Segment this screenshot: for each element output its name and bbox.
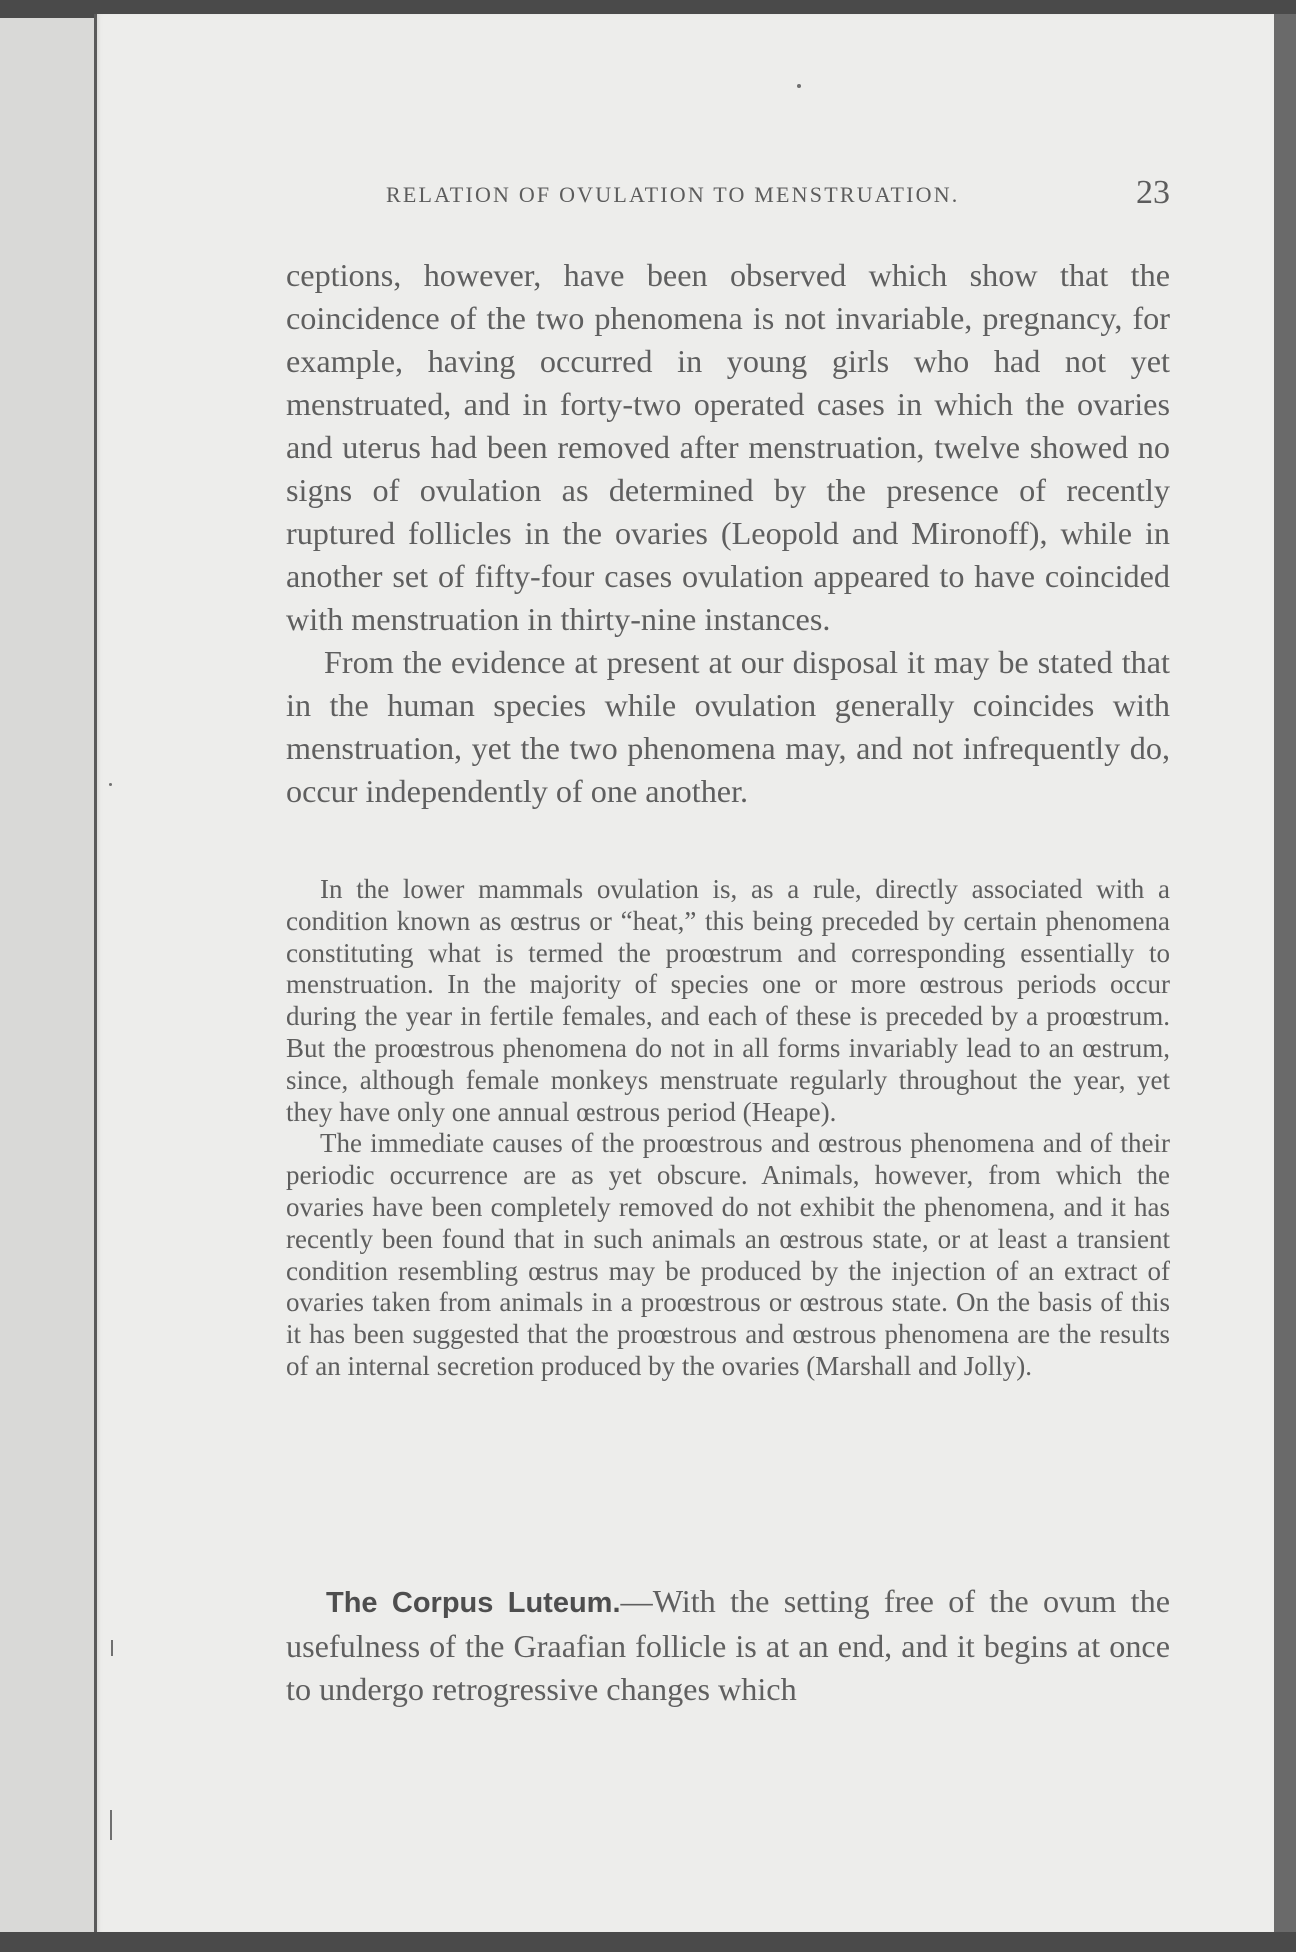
running-head-title: RELATION OF OVULATION TO MENSTRUATION. [386,182,960,207]
page-gutter-edge [94,14,97,1934]
running-head [386,174,1170,211]
page-number: 23 [1136,174,1170,211]
small-print-block [286,874,1170,1383]
scan-speck [111,1640,113,1656]
scan-speck [797,84,801,88]
small-print-paragraph-oestrus: In the lower mammals ovulation is, as a rule, directly associated with a condition known as œstrus or “heat,” this being preceded by certain phenomena constituting what is termed the proœstrum and corresponding essentially to menstruation. In the majority of species one or more œstrous periods occur during the year in fertile females, and each of these is preceded by a proœstrum. But the proœstrous phenomena do not in all forms invariably lead to an œstrum, since, although female monkeys menstruate regularly throughout the year, yet they have only one annual œstrous period (Heape). [286,874,1170,1127]
corpus-luteum-section [286,1580,1170,1711]
main-text [286,254,1170,813]
paragraph-conclusion: From the evidence at present at our disposal it may be stated that in the human species while ovulation generally coincides with menstruation, yet the two phenomena may, and not infrequently do, occur independently of one another. [286,644,1170,809]
section-paragraph [286,1580,1170,1711]
section-heading: The Corpus Luteum. [326,1587,621,1619]
scan-speck [110,1810,112,1840]
scan-speck [109,783,112,786]
small-print-paragraph-causes: The immediate causes of the proœstrous and œstrous phenomena and of their periodic occurrence are as yet obscure. Animals, however, from which the ovaries have been completely removed do not exhibit the phenomena, and it has recently been found that in such animals an œstrous state, or at least a transient condition resembling œstrus may be produced by the injection of an extract of ovaries taken from animals in a proœstrous or œstrous state. On the basis of this it has been suggested that the proœstrous and œstrous phenomena are the results of an internal secretion produced by the ovaries (Marshall and Jolly). [286,1128,1170,1381]
paragraph-continuation: ceptions, however, have been observed which show that the coincidence of the two phenomena is not invariable, pregnancy, for example, having occurred in young girls who had not yet menstruated, and in forty-two operated cases in which the ovaries and uterus had been removed after menstruation, twelve showed no signs of ovulation as determined by the presence of recently ruptured follicles in the ovaries (Leopold and Mironoff), while in another set of fifty-four cases ovulation appeared to have coincided with menstruation in thirty-nine instances. [286,257,1170,637]
scan-bottom-border [0,1932,1296,1952]
scan-right-border [1274,14,1296,1934]
section-body-text: —With the setting free of the ovum the usefulness of the Graafian follicle is at an end, and it begins at once to undergo retrogressive changes which [286,1583,1170,1707]
